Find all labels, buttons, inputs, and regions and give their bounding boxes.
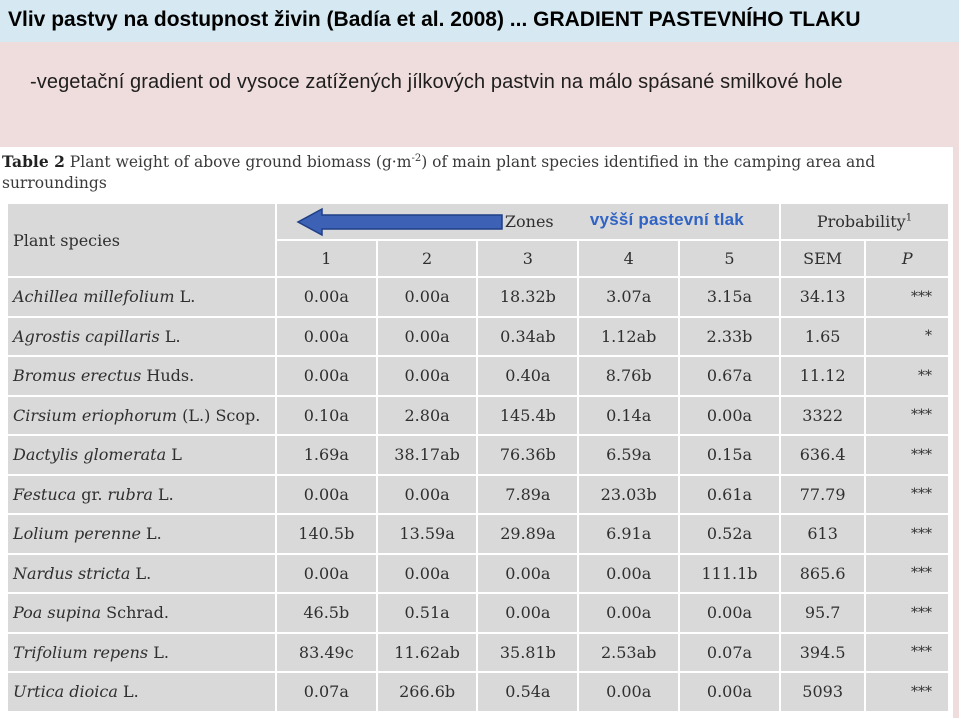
zone-value: 3.15a	[680, 278, 779, 316]
zone-value: 0.52a	[680, 515, 779, 553]
caption-sup: -2	[411, 152, 422, 164]
table-row	[8, 594, 948, 632]
grazing-pressure-label: vyšší pastevní tlak	[589, 210, 744, 229]
zone-value: 0.14a	[579, 397, 678, 435]
zone-value: 7.89a	[478, 476, 577, 514]
p-value: ***	[866, 594, 948, 632]
zone-value: 46.5b	[277, 594, 376, 632]
zone-value: 0.00a	[378, 555, 477, 593]
zone-value: 6.59a	[579, 436, 678, 474]
zone-value: 140.5b	[277, 515, 376, 553]
species-name: Achillea millefolium L.	[8, 278, 275, 316]
sem-value: 613	[781, 515, 865, 553]
title-bar	[0, 0, 959, 42]
zone-value: 0.00a	[680, 594, 779, 632]
header-sem: SEM	[781, 241, 865, 276]
zone-value: 29.89a	[478, 515, 577, 553]
species-name: Festuca gr. rubra L.	[8, 476, 275, 514]
sem-value: 77.79	[781, 476, 865, 514]
zone-value: 0.40a	[478, 357, 577, 395]
zone-value: 0.51a	[378, 594, 477, 632]
zone-value: 35.81b	[478, 634, 577, 672]
species-name: Agrostis capillaris L.	[8, 318, 275, 356]
species-name: Dactylis glomerata L	[8, 436, 275, 474]
sem-value: 34.13	[781, 278, 865, 316]
zone-value: 11.62ab	[378, 634, 477, 672]
zone-value: 0.00a	[378, 278, 477, 316]
zone-value: 2.53ab	[579, 634, 678, 672]
zone-value: 0.00a	[378, 357, 477, 395]
zone-value: 0.00a	[277, 278, 376, 316]
sem-value: 1.65	[781, 318, 865, 356]
zone-value: 0.00a	[277, 357, 376, 395]
species-name: Trifolium repens L.	[8, 634, 275, 672]
p-value: ***	[866, 515, 948, 553]
species-name: Cirsium eriophorum (L.) Scop.	[8, 397, 275, 435]
table-row	[8, 515, 948, 553]
zone-value: 3.07a	[579, 278, 678, 316]
zone-value: 0.00a	[277, 318, 376, 356]
zone-value: 0.00a	[680, 673, 779, 711]
table-row	[8, 397, 948, 435]
zone-value: 13.59a	[378, 515, 477, 553]
table-row	[8, 555, 948, 593]
zone-value: 2.33b	[680, 318, 779, 356]
probability-label: Probability	[816, 212, 906, 231]
zone-value: 0.07a	[680, 634, 779, 672]
zone-value: 0.10a	[277, 397, 376, 435]
table-row	[8, 357, 948, 395]
p-value: ***	[866, 555, 948, 593]
table-row	[8, 476, 948, 514]
header-p: P	[866, 241, 948, 276]
table-scan	[0, 147, 953, 718]
p-value: ***	[866, 673, 948, 711]
table-row	[8, 436, 948, 474]
zone-value: 0.00a	[579, 594, 678, 632]
zone-value: 0.00a	[579, 555, 678, 593]
zone-value: 18.32b	[478, 278, 577, 316]
p-value: ***	[866, 634, 948, 672]
arrow-left-icon	[295, 207, 505, 237]
table-row	[8, 634, 948, 672]
zone-value: 0.15a	[680, 436, 779, 474]
zone-value: 6.91a	[579, 515, 678, 553]
species-name: Poa supina Schrad.	[8, 594, 275, 632]
sem-value: 865.6	[781, 555, 865, 593]
zone-value: 38.17ab	[378, 436, 477, 474]
zone-value: 0.00a	[378, 318, 477, 356]
zone-value: 0.00a	[378, 476, 477, 514]
sem-value: 3322	[781, 397, 865, 435]
zone-value: 0.00a	[277, 555, 376, 593]
slide-subtitle: -vegetační gradient od vysoce zatížených jílkových pastvin na málo spásané smilkové hole	[30, 71, 843, 93]
zone-value: 83.49c	[277, 634, 376, 672]
p-value: *	[866, 318, 948, 356]
p-value: ***	[866, 397, 948, 435]
zone-value: 0.00a	[478, 594, 577, 632]
zone-value: 0.07a	[277, 673, 376, 711]
sem-value: 636.4	[781, 436, 865, 474]
zone-value: 2.80a	[378, 397, 477, 435]
zone-value: 0.00a	[680, 397, 779, 435]
sem-value: 394.5	[781, 634, 865, 672]
zone-value: 1.69a	[277, 436, 376, 474]
slide-title: Vliv pastvy na dostupnost živin (Badía et al. 2008) ... GRADIENT PASTEVNÍHO TLAKU	[8, 8, 861, 31]
sem-value: 11.12	[781, 357, 865, 395]
zone-value: 0.61a	[680, 476, 779, 514]
species-name: Lolium perenne L.	[8, 515, 275, 553]
caption-text-2: ) of main plant species identified in the camping area and surroundings	[2, 153, 876, 192]
sem-value: 95.7	[781, 594, 865, 632]
p-value: ***	[866, 278, 948, 316]
zone-value: 1.12ab	[579, 318, 678, 356]
zone-value: 23.03b	[579, 476, 678, 514]
zone-value: 76.36b	[478, 436, 577, 474]
probability-footnote: 1	[905, 212, 913, 224]
zone-value: 0.54a	[478, 673, 577, 711]
zone-value: 8.76b	[579, 357, 678, 395]
biomass-table	[6, 202, 950, 713]
header-zone-number: 1	[277, 241, 376, 276]
caption-text-1: Plant weight of above ground biomass (g·m	[64, 153, 412, 171]
species-name: Urtica dioica L.	[8, 673, 275, 711]
zone-value: 0.00a	[277, 476, 376, 514]
zone-value: 0.67a	[680, 357, 779, 395]
sem-value: 5093	[781, 673, 865, 711]
table-caption	[2, 151, 950, 194]
zones-label: Zones	[504, 212, 554, 231]
header-zone-number: 2	[378, 241, 477, 276]
header-plant-species: Plant species	[8, 204, 275, 276]
zone-value: 111.1b	[680, 555, 779, 593]
header-zone-number: 3	[478, 241, 577, 276]
zone-value: 266.6b	[378, 673, 477, 711]
p-value: ***	[866, 436, 948, 474]
header-zone-number: 5	[680, 241, 779, 276]
species-name: Nardus stricta L.	[8, 555, 275, 593]
header-probability	[781, 204, 948, 239]
zone-value: 145.4b	[478, 397, 577, 435]
p-value: ***	[866, 476, 948, 514]
species-name: Bromus erectus Huds.	[8, 357, 275, 395]
header-zones	[277, 204, 779, 239]
table-row	[8, 318, 948, 356]
table-row	[8, 673, 948, 711]
caption-label: Table 2	[2, 152, 65, 171]
table-row	[8, 278, 948, 316]
header-zone-number: 4	[579, 241, 678, 276]
zone-value: 0.00a	[478, 555, 577, 593]
zone-value: 0.00a	[579, 673, 678, 711]
zone-value: 0.34ab	[478, 318, 577, 356]
p-value: **	[866, 357, 948, 395]
